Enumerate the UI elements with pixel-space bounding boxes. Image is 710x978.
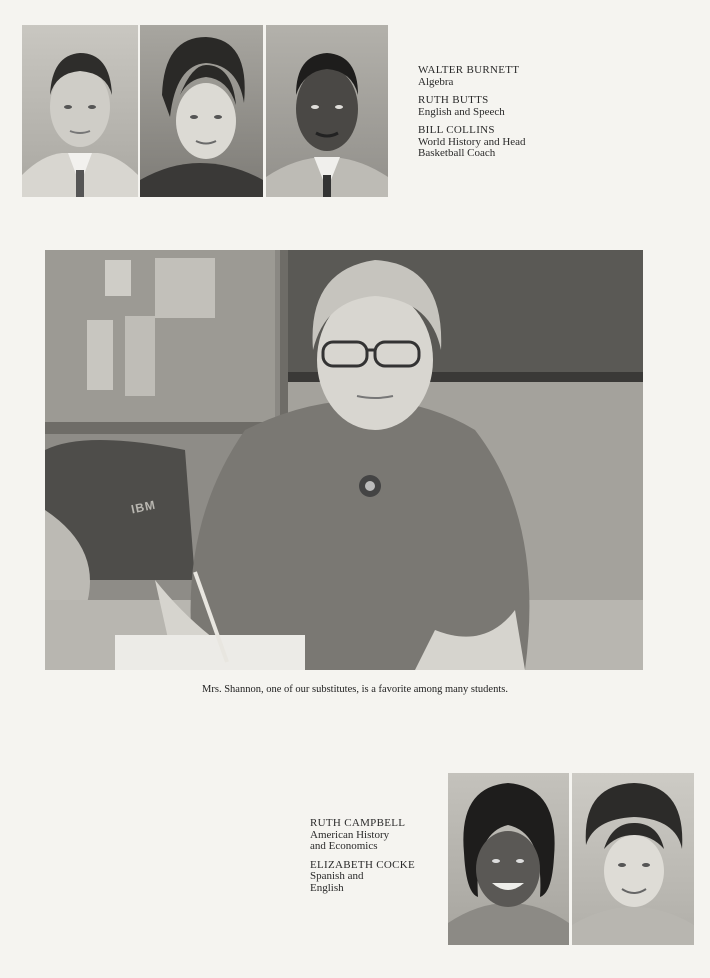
faculty-subject: World History and Head Basketball Coach [418, 135, 526, 159]
faculty-subject: English and Speech [418, 105, 505, 118]
main-photo-mrs-shannon [45, 250, 643, 670]
faculty-entry-bill-collins [418, 125, 526, 160]
faculty-name: ELIZABETH COCKE [310, 858, 416, 871]
top-faculty-list [418, 65, 526, 167]
faculty-entry-ruth-campbell [310, 818, 415, 853]
portrait-elizabeth-cocke [572, 773, 694, 945]
faculty-entry-ruth-butts [418, 95, 526, 118]
faculty-entry-elizabeth-cocke [310, 860, 415, 895]
portrait-ruth-butts [140, 25, 263, 197]
faculty-subject: Algebra [418, 75, 454, 88]
portrait-walter-burnett [22, 25, 138, 197]
faculty-name: WALTER BURNETT [418, 64, 520, 76]
faculty-subject: Spanish and English [310, 870, 364, 894]
bag-logo-text: IBM [129, 497, 158, 517]
faculty-subject: American History and Economics [310, 828, 390, 852]
faculty-name: RUTH BUTTS [418, 94, 489, 106]
faculty-name: RUTH CAMPBELL [310, 817, 406, 829]
portrait-bill-collins [266, 25, 388, 197]
portrait-ruth-campbell [448, 773, 569, 945]
bottom-faculty-list [310, 818, 415, 901]
main-photo-caption: Mrs. Shannon, one of our substitutes, is a favorite among many students. [202, 684, 508, 695]
faculty-name: BILL COLLINS [418, 124, 495, 136]
faculty-entry-walter-burnett [418, 65, 526, 88]
